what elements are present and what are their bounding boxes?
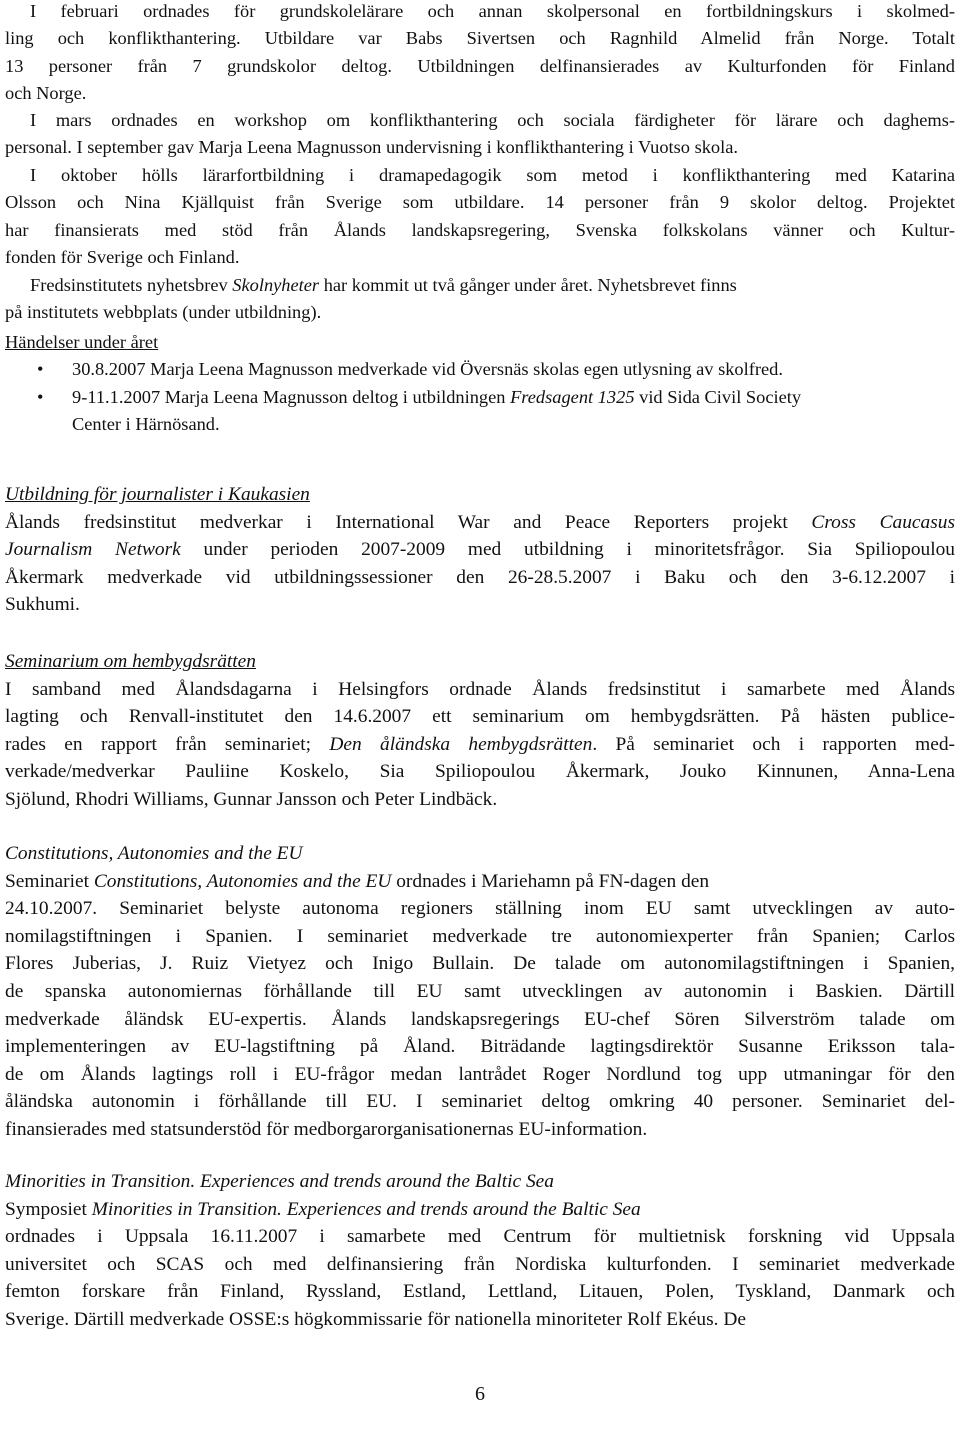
text-line: I samband med Ålandsdagarna i Helsingfors ordnade Ålands fredsinstitut i samarbete med Ålands xyxy=(5,678,955,700)
text-line: rades en rapport från seminariet; Den åländska hembygdsrätten. På seminariet och i rapporten med- xyxy=(5,733,956,755)
text-line: I mars ordnades en workshop om konflikthantering och sociala färdigheter för lärare och daghems- xyxy=(30,110,955,130)
text-line: de spanska autonomiernas förhållande till EU samt utvecklingen av autonomin i Baskien. Därtill xyxy=(5,980,955,1002)
text-line: personal. I september gav Marja Leena Magnusson undervisning i konflikthantering i Vuotso skola. xyxy=(5,137,739,158)
list-item: • 9-11.1.2007 Marja Leena Magnusson deltog i utbildningen Fredsagent 1325 vid Sida Civil Society Center i Härnösand. xyxy=(5,384,955,439)
section-heading: Utbildning för journalister i Kaukasien xyxy=(5,484,310,505)
text-line: Ålands fredsinstitut medverkar i International War and Peace Reporters projekt Cross Caucasus xyxy=(5,511,955,533)
text-line: nomilagstiftningen i Spanien. I seminariet medverkade tre autonomiexperter från Spanien; Carlos xyxy=(5,925,955,947)
list-item: • 30.8.2007 Marja Leena Magnusson medverkade vid Översnäs skolas egen utlysning av skolfred. xyxy=(5,356,955,383)
text-line: I februari ordnades för grundskolelärare och annan skolpersonal en fortbildningskurs i skolmed- xyxy=(30,1,955,21)
paragraph-newsletter xyxy=(5,272,955,327)
section-heading: Constitutions, Autonomies and the EU xyxy=(5,843,303,864)
text-line: ordnades i Uppsala 16.11.2007 i samarbete med Centrum för multietnisk forskning vid Uppsala xyxy=(5,1226,955,1248)
text-line: 24.10.2007. Seminariet belyste autonoma regioners ställning inom EU samt utvecklingen av auto- xyxy=(5,898,955,920)
text-line: finansierades med statsunderstöd för medborgarorganisationernas EU-information. xyxy=(5,1118,648,1140)
events-list xyxy=(5,356,955,438)
text-line: de om Ålands lagtings roll i EU-frågor medan lantrådet Roger Nordlund tog upp utmaningar för den xyxy=(5,1063,955,1085)
text-line: 13 personer från 7 grundskolor deltog. Utbildningen delfinansierades av Kulturfonden för Finland xyxy=(5,55,955,76)
text-line: fonden för Sverige och Finland. xyxy=(5,247,240,268)
section-domicile-right xyxy=(5,648,955,814)
section-constitutions xyxy=(5,840,955,1144)
newsletter-title: Skolnyheter xyxy=(232,275,320,295)
section-heading: Händelser under året xyxy=(5,332,159,352)
text-line: Åkermark medverkade vid utbildningssessioner den 26-28.5.2007 i Baku och den 3-6.12.2007 i xyxy=(5,566,955,588)
section-caucasus xyxy=(5,481,955,619)
text-line: Sukhumi. xyxy=(5,594,80,616)
text-line: lagting och Renvall-institutet den 14.6.2007 ett seminarium om hembygdsrätten. På hästen publice- xyxy=(5,706,955,728)
text-line: åländska autonomin i förhållande till EU. I seminariet deltog omkring 40 personer. Seminariet del- xyxy=(5,1091,955,1113)
text-line: har finansierats med stöd från Ålands landskapsregering, Svenska folkskolans vänner och Kultur- xyxy=(5,219,955,240)
text-line: verkade/medverkar Pauliine Koskelo, Sia Spiliopoulou Åkermark, Jouko Kinnunen, Anna-Lena xyxy=(5,761,955,783)
section-heading: Seminarium om hembygdsrätten xyxy=(5,651,256,672)
page-number: 6 xyxy=(475,1383,485,1405)
text-line: I oktober hölls lärarfortbildning i dramapedagogik som metod i konflikthantering med Katarina xyxy=(30,165,955,185)
text-line: Flores Juberias, J. Ruiz Vietyez och Inigo Bullain. De talade om autonomilagstiftningen i Spanien, xyxy=(5,953,955,975)
section-heading: Minorities in Transition. Experiences and trends around the Baltic Sea xyxy=(5,1171,554,1192)
text-line: implementeringen av EU-lagstiftning på Åland. Biträdande lagtingsdirektör Susanne Eriksson tala- xyxy=(5,1036,955,1058)
text-line: Fredsinstitutets nyhetsbrev Skolnyheter har kommit ut två gånger under året. Nyhetsbrevet finns xyxy=(30,275,737,295)
text-line: Symposiet Minorities in Transition. Experiences and trends around the Baltic Sea xyxy=(5,1198,641,1220)
text-line: på institutets webbplats (under utbildning). xyxy=(5,302,322,323)
paragraph-october-training xyxy=(5,162,955,272)
text-line: Sverige. Därtill medverkade OSSE:s högkommissarie för nationella minoriteter Rolf Ekéus. De xyxy=(5,1308,746,1330)
section-minorities xyxy=(5,1168,955,1334)
paragraph-teacher-course xyxy=(5,0,955,108)
text-line: medverkade åländsk EU-expertis. Ålands landskapsregerings EU-chef Sören Silverström talade om xyxy=(5,1008,955,1030)
text-line: Journalism Network under perioden 2007-2009 med utbildning i minoritetsfrågor. Sia Spiliopoulou xyxy=(5,539,955,561)
text-line: universitet och SCAS och med delfinansiering från Nordiska kulturfonden. I seminariet medverkade xyxy=(5,1253,955,1275)
events-section xyxy=(5,329,955,439)
text-line: Seminariet Constitutions, Autonomies and the EU ordnades i Mariehamn på FN-dagen den xyxy=(5,870,710,892)
text-line: ling och konflikthantering. Utbildare var Babs Sivertsen och Ragnhild Almelid från Norge. Totalt xyxy=(5,28,955,49)
text-line: Sjölund, Rhodri Williams, Gunnar Jansson och Peter Lindbäck. xyxy=(5,788,498,810)
text-line: femton forskare från Finland, Ryssland, Estland, Lettland, Litauen, Polen, Tyskland, Danmark och xyxy=(5,1281,955,1303)
course-title: Fredsagent 1325 xyxy=(510,386,635,407)
text-line: och Norge. xyxy=(5,83,87,104)
paragraph-march-workshop xyxy=(5,107,955,162)
text-line: Olsson och Nina Kjällquist från Sverige som utbildare. 14 personer från 9 skolor deltog. Projektet xyxy=(5,192,955,213)
